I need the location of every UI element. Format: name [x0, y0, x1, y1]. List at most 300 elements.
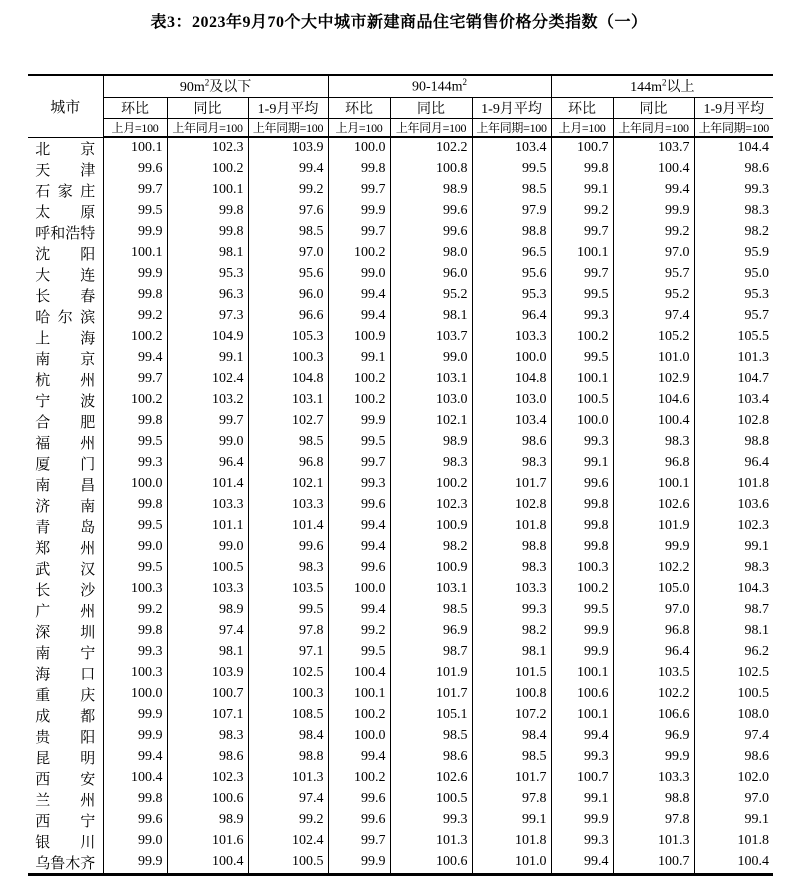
city-name: 长 沙: [35, 582, 96, 599]
value-cell: 103.2: [167, 390, 248, 411]
value-cell: 101.8: [472, 831, 551, 852]
city-cell: [28, 264, 103, 285]
city-name: 郑 州: [35, 540, 96, 557]
city-cell: [28, 810, 103, 831]
table-row: [28, 432, 773, 453]
value-cell: 99.5: [103, 201, 167, 222]
city-name: 厦 门: [35, 456, 96, 473]
value-cell: 100.3: [103, 663, 167, 684]
value-cell: 99.6: [328, 789, 390, 810]
value-cell: 100.2: [328, 390, 390, 411]
value-cell: 101.9: [613, 516, 694, 537]
city-cell: [28, 852, 103, 875]
value-cell: 103.9: [248, 137, 328, 159]
value-cell: 99.3: [103, 453, 167, 474]
value-cell: 99.9: [103, 222, 167, 243]
city-cell: [28, 453, 103, 474]
value-cell: 99.4: [551, 726, 613, 747]
city-name: 银 川: [35, 834, 96, 851]
value-cell: 99.9: [613, 537, 694, 558]
value-cell: 95.2: [613, 285, 694, 306]
base-mom-3: 上月=100: [551, 118, 613, 137]
value-cell: 100.9: [390, 558, 472, 579]
value-cell: 99.5: [103, 432, 167, 453]
table-row: [28, 642, 773, 663]
value-cell: 99.7: [328, 453, 390, 474]
value-cell: 103.9: [167, 663, 248, 684]
base-avg-2: 上年同期=100: [472, 118, 551, 137]
value-cell: 101.3: [248, 768, 328, 789]
value-cell: 99.8: [103, 411, 167, 432]
value-cell: 99.4: [248, 159, 328, 180]
value-cell: 96.5: [472, 243, 551, 264]
value-cell: 100.2: [328, 369, 390, 390]
value-cell: 100.1: [328, 684, 390, 705]
value-cell: 100.4: [613, 411, 694, 432]
value-cell: 99.3: [694, 180, 773, 201]
header-row-groups: [28, 75, 773, 97]
value-cell: 102.8: [472, 495, 551, 516]
value-cell: 100.1: [551, 243, 613, 264]
value-cell: 103.7: [613, 137, 694, 159]
table-row: [28, 621, 773, 642]
value-cell: 99.0: [390, 348, 472, 369]
value-cell: 98.2: [694, 222, 773, 243]
city-cell: [28, 537, 103, 558]
value-cell: 99.4: [328, 516, 390, 537]
table-row: [28, 285, 773, 306]
value-cell: 100.4: [694, 852, 773, 875]
value-cell: 95.7: [613, 264, 694, 285]
value-cell: 99.9: [103, 705, 167, 726]
value-cell: 105.0: [613, 579, 694, 600]
city-cell: [28, 474, 103, 495]
value-cell: 100.8: [390, 159, 472, 180]
value-cell: 100.9: [390, 516, 472, 537]
value-cell: 98.5: [472, 180, 551, 201]
city-name: 哈 尔 滨: [35, 309, 96, 326]
city-cell: [28, 747, 103, 768]
value-cell: 99.0: [103, 831, 167, 852]
value-cell: 102.2: [390, 137, 472, 159]
base-yoy-2: 上年同月=100: [390, 118, 472, 137]
value-cell: 100.0: [103, 684, 167, 705]
value-cell: 100.4: [613, 159, 694, 180]
value-cell: 97.8: [472, 789, 551, 810]
value-cell: 99.5: [551, 600, 613, 621]
value-cell: 101.4: [248, 516, 328, 537]
subheader-mom-1: 环比: [103, 97, 167, 118]
city-name: 南 京: [35, 351, 96, 368]
value-cell: 99.2: [248, 180, 328, 201]
value-cell: 98.3: [613, 432, 694, 453]
value-cell: 99.8: [167, 222, 248, 243]
value-cell: 99.8: [551, 537, 613, 558]
value-cell: 103.3: [248, 495, 328, 516]
value-cell: 97.0: [613, 243, 694, 264]
value-cell: 103.1: [248, 390, 328, 411]
value-cell: 98.1: [694, 621, 773, 642]
value-cell: 101.3: [390, 831, 472, 852]
group-label: 90m: [179, 80, 205, 96]
value-cell: 98.8: [472, 537, 551, 558]
value-cell: 99.9: [613, 747, 694, 768]
value-cell: 99.1: [472, 810, 551, 831]
value-cell: 98.3: [167, 726, 248, 747]
city-name: 沈 阳: [35, 246, 96, 263]
city-cell: [28, 159, 103, 180]
table-row: [28, 684, 773, 705]
value-cell: 98.6: [167, 747, 248, 768]
value-cell: 97.0: [248, 243, 328, 264]
table-row: [28, 348, 773, 369]
value-cell: 99.6: [390, 222, 472, 243]
value-cell: 99.7: [551, 222, 613, 243]
table-row: [28, 264, 773, 285]
value-cell: 96.4: [472, 306, 551, 327]
value-cell: 99.9: [328, 852, 390, 875]
value-cell: 105.1: [390, 705, 472, 726]
table-row: [28, 159, 773, 180]
base-mom-2: 上月=100: [328, 118, 390, 137]
value-cell: 100.1: [551, 705, 613, 726]
value-cell: 100.3: [248, 348, 328, 369]
value-cell: 97.4: [167, 621, 248, 642]
value-cell: 98.6: [472, 432, 551, 453]
value-cell: 99.0: [328, 264, 390, 285]
value-cell: 98.7: [694, 600, 773, 621]
value-cell: 100.1: [551, 369, 613, 390]
value-cell: 99.4: [328, 600, 390, 621]
value-cell: 99.7: [328, 222, 390, 243]
value-cell: 100.0: [551, 411, 613, 432]
city-cell: [28, 411, 103, 432]
value-cell: 100.7: [551, 137, 613, 159]
value-cell: 102.0: [694, 768, 773, 789]
table-row: [28, 369, 773, 390]
value-cell: 100.2: [328, 768, 390, 789]
value-cell: 98.6: [390, 747, 472, 768]
value-cell: 100.0: [103, 474, 167, 495]
value-cell: 98.9: [167, 600, 248, 621]
value-cell: 100.1: [103, 137, 167, 159]
base-avg-1: 上年同期=100: [248, 118, 328, 137]
value-cell: 104.7: [694, 369, 773, 390]
value-cell: 99.5: [472, 159, 551, 180]
value-cell: 99.6: [390, 201, 472, 222]
value-cell: 104.4: [694, 137, 773, 159]
value-cell: 100.5: [390, 789, 472, 810]
city-name: 贵 阳: [35, 729, 96, 746]
base-avg-3: 上年同期=100: [694, 118, 773, 137]
table-row: [28, 831, 773, 852]
city-name: 西 宁: [35, 813, 96, 830]
value-cell: 96.4: [167, 453, 248, 474]
value-cell: 100.6: [167, 789, 248, 810]
value-cell: 98.5: [390, 600, 472, 621]
city-name: 重 庆: [35, 687, 96, 704]
value-cell: 96.0: [248, 285, 328, 306]
city-name: 北 京: [35, 141, 96, 158]
value-cell: 97.6: [248, 201, 328, 222]
value-cell: 103.7: [390, 327, 472, 348]
city-name: 上 海: [35, 330, 96, 347]
city-cell: [28, 180, 103, 201]
value-cell: 99.4: [103, 747, 167, 768]
value-cell: 99.8: [103, 285, 167, 306]
city-column-header: 城市: [28, 75, 103, 137]
header-row-metrics: [28, 97, 773, 118]
table-row: [28, 747, 773, 768]
value-cell: 100.2: [103, 327, 167, 348]
value-cell: 95.3: [472, 285, 551, 306]
value-cell: 101.7: [472, 474, 551, 495]
city-name: 广 州: [35, 603, 96, 620]
value-cell: 99.7: [328, 831, 390, 852]
value-cell: 101.5: [472, 663, 551, 684]
value-cell: 97.0: [694, 789, 773, 810]
value-cell: 99.6: [328, 558, 390, 579]
value-cell: 100.8: [472, 684, 551, 705]
value-cell: 101.3: [694, 348, 773, 369]
value-cell: 99.5: [551, 285, 613, 306]
city-cell: [28, 222, 103, 243]
city-name: 西 安: [35, 771, 96, 788]
table-row: [28, 137, 773, 159]
value-cell: 102.6: [390, 768, 472, 789]
table-row: [28, 180, 773, 201]
value-cell: 99.9: [328, 411, 390, 432]
value-cell: 101.8: [694, 474, 773, 495]
subheader-yoy-3: 同比: [613, 97, 694, 118]
city-name: 长 春: [35, 288, 96, 305]
value-cell: 97.1: [248, 642, 328, 663]
table-row: [28, 579, 773, 600]
city-name: 青 岛: [35, 519, 96, 536]
city-name: 呼 和 浩 特: [35, 225, 96, 242]
value-cell: 101.0: [472, 852, 551, 875]
value-cell: 98.8: [248, 747, 328, 768]
value-cell: 100.4: [328, 663, 390, 684]
city-cell: [28, 390, 103, 411]
value-cell: 99.8: [551, 495, 613, 516]
value-cell: 99.1: [167, 348, 248, 369]
table-row: [28, 663, 773, 684]
value-cell: 100.6: [390, 852, 472, 875]
value-cell: 99.8: [103, 789, 167, 810]
city-cell: [28, 705, 103, 726]
value-cell: 102.3: [167, 137, 248, 159]
table-row: [28, 600, 773, 621]
table-row: [28, 768, 773, 789]
value-cell: 96.6: [248, 306, 328, 327]
value-cell: 98.1: [390, 306, 472, 327]
city-name: 南 昌: [35, 477, 96, 494]
value-cell: 100.3: [248, 684, 328, 705]
city-cell: [28, 831, 103, 852]
table-title: 表3：2023年9月70个大中城市新建商品住宅销售价格分类指数（一）: [150, 14, 648, 31]
value-cell: 99.6: [248, 537, 328, 558]
value-cell: 99.8: [328, 159, 390, 180]
value-cell: 98.8: [613, 789, 694, 810]
value-cell: 95.6: [248, 264, 328, 285]
table-row: [28, 789, 773, 810]
value-cell: 100.9: [328, 327, 390, 348]
value-cell: 102.1: [390, 411, 472, 432]
value-cell: 103.4: [694, 390, 773, 411]
group-header-144-and-above: [551, 75, 773, 97]
city-name: 成 都: [35, 708, 96, 725]
value-cell: 101.9: [390, 663, 472, 684]
value-cell: 105.5: [694, 327, 773, 348]
value-cell: 99.6: [103, 159, 167, 180]
city-name: 南 宁: [35, 645, 96, 662]
city-cell: [28, 558, 103, 579]
value-cell: 99.9: [551, 621, 613, 642]
value-cell: 102.9: [613, 369, 694, 390]
value-cell: 104.8: [472, 369, 551, 390]
value-cell: 103.4: [472, 137, 551, 159]
value-cell: 96.0: [390, 264, 472, 285]
value-cell: 96.9: [613, 726, 694, 747]
page: [0, 9, 798, 872]
value-cell: 97.8: [613, 810, 694, 831]
value-cell: 103.0: [472, 390, 551, 411]
value-cell: 107.2: [472, 705, 551, 726]
value-cell: 99.5: [551, 348, 613, 369]
value-cell: 103.5: [613, 663, 694, 684]
value-cell: 99.7: [551, 264, 613, 285]
value-cell: 100.0: [472, 348, 551, 369]
value-cell: 99.1: [551, 180, 613, 201]
value-cell: 95.2: [390, 285, 472, 306]
value-cell: 100.2: [551, 579, 613, 600]
value-cell: 100.5: [167, 558, 248, 579]
city-cell: [28, 306, 103, 327]
value-cell: 99.9: [551, 810, 613, 831]
group-label: 及以下: [209, 80, 252, 96]
header-row-base: [28, 118, 773, 137]
value-cell: 96.8: [613, 621, 694, 642]
city-name: 宁 波: [35, 393, 96, 410]
value-cell: 96.4: [613, 642, 694, 663]
value-cell: 100.0: [328, 137, 390, 159]
value-cell: 99.8: [103, 495, 167, 516]
value-cell: 95.3: [167, 264, 248, 285]
city-name: 武 汉: [35, 561, 96, 578]
city-cell: [28, 201, 103, 222]
value-cell: 103.3: [472, 327, 551, 348]
value-cell: 99.4: [328, 537, 390, 558]
value-cell: 95.0: [694, 264, 773, 285]
value-cell: 102.8: [694, 411, 773, 432]
city-cell: [28, 327, 103, 348]
city-cell: [28, 726, 103, 747]
city-cell: [28, 432, 103, 453]
table-row: [28, 327, 773, 348]
value-cell: 102.5: [248, 663, 328, 684]
value-cell: 100.7: [613, 852, 694, 875]
value-cell: 98.6: [694, 159, 773, 180]
value-cell: 99.8: [103, 621, 167, 642]
value-cell: 103.3: [613, 768, 694, 789]
value-cell: 107.1: [167, 705, 248, 726]
value-cell: 101.0: [613, 348, 694, 369]
value-cell: 99.1: [694, 810, 773, 831]
value-cell: 100.1: [551, 663, 613, 684]
value-cell: 99.2: [551, 201, 613, 222]
value-cell: 99.9: [103, 852, 167, 875]
superscript-2: 2: [204, 77, 210, 88]
value-cell: 97.9: [472, 201, 551, 222]
value-cell: 103.4: [472, 411, 551, 432]
table-row: [28, 411, 773, 432]
value-cell: 100.1: [613, 474, 694, 495]
value-cell: 100.2: [328, 705, 390, 726]
value-cell: 99.7: [103, 369, 167, 390]
table-row: [28, 222, 773, 243]
value-cell: 95.9: [694, 243, 773, 264]
value-cell: 103.5: [248, 579, 328, 600]
table-row: [28, 474, 773, 495]
city-name: 乌 鲁 木 齐: [35, 855, 96, 872]
value-cell: 100.1: [167, 180, 248, 201]
value-cell: 100.2: [167, 159, 248, 180]
value-cell: 108.0: [694, 705, 773, 726]
base-yoy-3: 上年同月=100: [613, 118, 694, 137]
city-cell: [28, 789, 103, 810]
value-cell: 102.4: [167, 369, 248, 390]
value-cell: 99.4: [328, 285, 390, 306]
value-cell: 99.2: [248, 810, 328, 831]
value-cell: 102.7: [248, 411, 328, 432]
value-cell: 99.3: [551, 747, 613, 768]
value-cell: 99.0: [167, 537, 248, 558]
city-cell: [28, 495, 103, 516]
subheader-avg-1: 1-9月平均: [248, 97, 328, 118]
value-cell: 99.0: [103, 537, 167, 558]
subheader-avg-3: 1-9月平均: [694, 97, 773, 118]
value-cell: 99.5: [103, 516, 167, 537]
value-cell: 101.3: [613, 831, 694, 852]
value-cell: 95.3: [694, 285, 773, 306]
table-row: [28, 516, 773, 537]
city-cell: [28, 621, 103, 642]
value-cell: 98.5: [248, 222, 328, 243]
value-cell: 99.9: [103, 726, 167, 747]
value-cell: 105.3: [248, 327, 328, 348]
value-cell: 97.4: [694, 726, 773, 747]
value-cell: 102.2: [613, 684, 694, 705]
value-cell: 99.5: [103, 558, 167, 579]
value-cell: 97.8: [248, 621, 328, 642]
city-name: 昆 明: [35, 750, 96, 767]
value-cell: 102.1: [248, 474, 328, 495]
value-cell: 100.7: [551, 768, 613, 789]
value-cell: 98.9: [167, 810, 248, 831]
city-name: 深 圳: [35, 624, 96, 641]
value-cell: 97.3: [167, 306, 248, 327]
value-cell: 99.5: [328, 432, 390, 453]
value-cell: 98.3: [472, 558, 551, 579]
value-cell: 99.2: [103, 600, 167, 621]
value-cell: 98.5: [248, 432, 328, 453]
table-row: [28, 390, 773, 411]
value-cell: 99.1: [328, 348, 390, 369]
value-cell: 99.5: [328, 642, 390, 663]
value-cell: 98.9: [390, 432, 472, 453]
value-cell: 97.0: [613, 600, 694, 621]
